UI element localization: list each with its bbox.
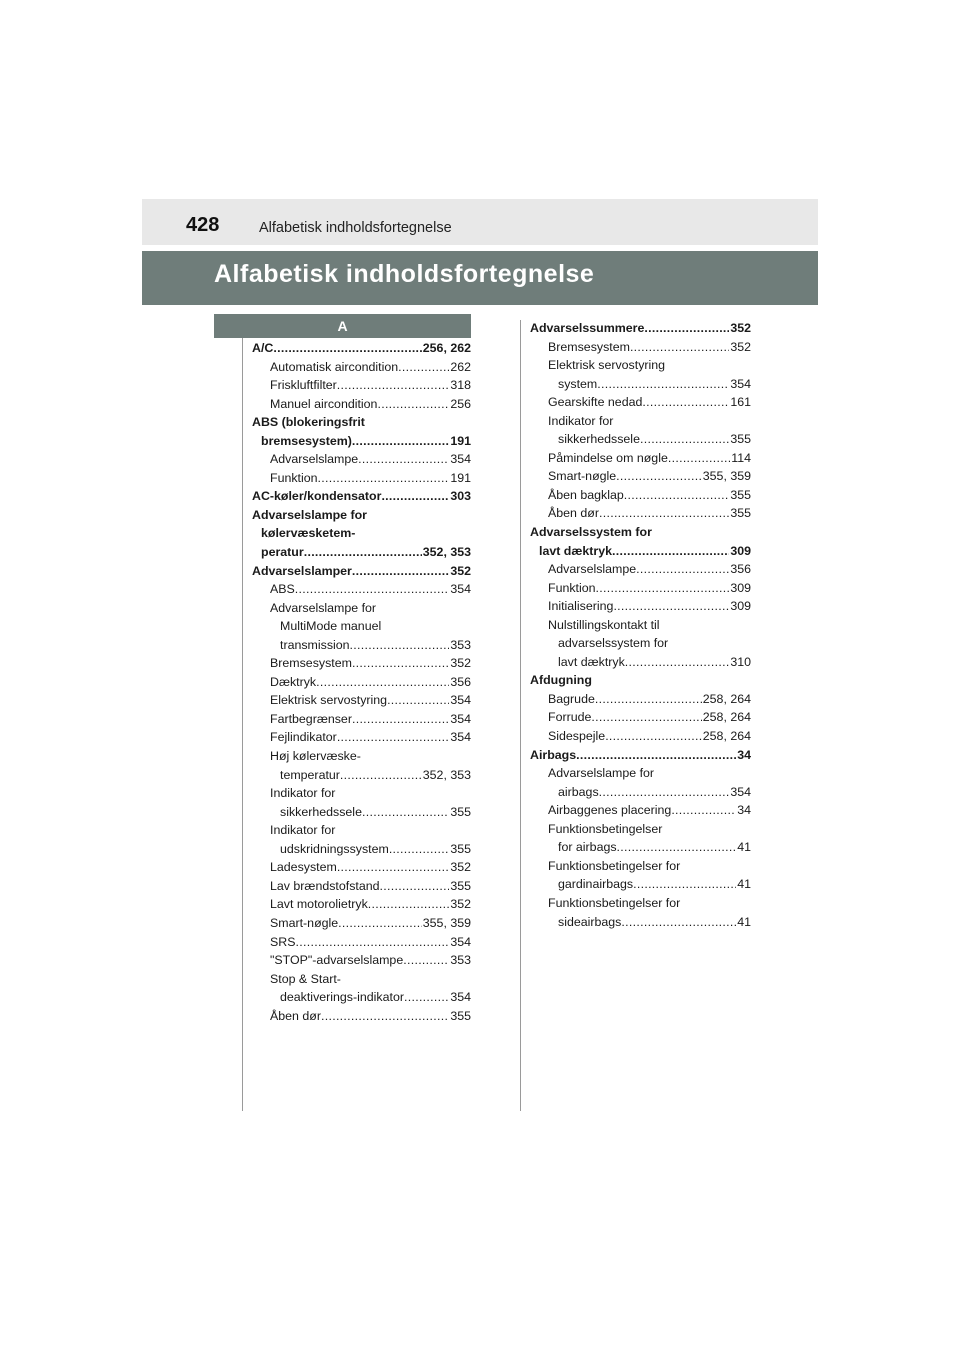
dot-leader (273, 339, 421, 358)
index-entry-pages: 356 (450, 674, 471, 689)
index-entry-text: SRS (270, 934, 296, 949)
index-entry-pages: 303 (450, 489, 471, 504)
index-entry-pages: 34 (737, 803, 751, 818)
index-entry-text: Airbaggenes placering (548, 803, 672, 818)
index-entry-pages: 354 (450, 730, 471, 745)
index-entry (252, 636, 471, 655)
index-entry-text: Initialisering (548, 599, 614, 614)
index-entry-pages: 354 (730, 376, 751, 391)
index-entry (530, 412, 751, 431)
index-entry-text: Fartbegrænser (270, 711, 352, 726)
dot-leader (398, 358, 449, 377)
dot-leader (403, 951, 449, 970)
index-entry (252, 766, 471, 785)
index-entry-text: Afdugning (530, 673, 592, 688)
index-entry-text: Advarselslampe for (252, 507, 368, 522)
index-entry-text: Advarselslampe (270, 452, 359, 467)
index-entry (530, 875, 751, 894)
middle-column-rule (520, 320, 521, 1111)
index-entry (252, 376, 471, 395)
index-column-left (252, 339, 471, 1025)
dot-leader (599, 504, 729, 523)
index-entry (530, 375, 751, 394)
index-entry (530, 894, 751, 913)
index-entry-pages: 318 (450, 378, 471, 393)
index-entry-pages: 256 (450, 396, 471, 411)
index-entry-pages: 258, 264 (702, 691, 751, 706)
index-entry-pages: 34 (737, 747, 751, 762)
index-entry (530, 913, 751, 932)
index-entry (530, 746, 751, 765)
index-entry-pages: 356 (730, 562, 751, 577)
index-entry-pages: 309 (730, 543, 751, 558)
index-entry-text: transmission (280, 637, 350, 652)
index-entry-text: for airbags (558, 840, 617, 855)
index-entry-pages: 41 (737, 840, 751, 855)
index-entry-text: system (558, 376, 598, 391)
index-entry-text: A/C (252, 341, 274, 355)
index-entry (252, 487, 471, 506)
index-entry-pages: 309 (730, 599, 751, 614)
dot-leader (671, 801, 736, 820)
index-entry (530, 430, 751, 449)
index-entry-text: Funktionsbetingelser for (548, 895, 681, 910)
dot-leader (295, 580, 450, 599)
index-entry-text: Høj kølervæske- (270, 749, 361, 764)
index-entry (252, 524, 471, 543)
dot-leader (318, 469, 450, 488)
index-entry-pages: 354 (450, 990, 471, 1005)
index-entry-pages: 352 (730, 321, 751, 335)
index-entry (252, 580, 471, 599)
dot-leader (624, 486, 730, 505)
index-entry-pages: 355 (450, 878, 471, 893)
index-entry-pages: 352, 353 (422, 767, 471, 782)
dot-leader (596, 579, 730, 598)
dot-leader (640, 430, 729, 449)
index-entry (530, 356, 751, 375)
index-entry-pages: 355, 359 (422, 915, 471, 930)
index-entry-text: Manuel aircondition (270, 396, 378, 411)
index-entry-text: Åben dør (548, 506, 599, 521)
index-entry (252, 654, 471, 673)
dot-leader (352, 432, 449, 451)
index-entry-text: Advarselssystem for (530, 525, 652, 540)
index-entry-text: Forrude (548, 710, 592, 725)
index-entry-text: advarselssystem for (558, 636, 669, 651)
index-entry (252, 784, 471, 803)
index-entry-text: bremsesystem) (261, 433, 352, 448)
index-entry-text: Advarselssummere (530, 321, 645, 335)
index-entry (530, 523, 751, 542)
index-entry (530, 671, 751, 690)
index-entry-text: Sidespejle (548, 729, 606, 744)
index-entry (252, 673, 471, 692)
index-entry-pages: 41 (737, 914, 751, 929)
index-entry (530, 801, 751, 820)
dot-leader (625, 653, 730, 672)
index-entry-pages: 258, 264 (702, 729, 751, 744)
index-entry-pages: 352, 353 (422, 545, 471, 560)
index-entry (530, 467, 751, 486)
index-entry-text: "STOP"-advarselslampe (270, 953, 404, 968)
index-entry-text: airbags (558, 784, 599, 799)
dot-leader (350, 636, 450, 655)
index-entry (252, 469, 471, 488)
index-entry (252, 339, 471, 358)
index-entry-text: Indikator for (270, 786, 336, 801)
index-entry (252, 432, 471, 451)
dot-leader (362, 803, 449, 822)
index-entry-pages: 262 (450, 359, 471, 374)
dot-leader (380, 877, 450, 896)
dot-leader (668, 449, 730, 468)
header-band (142, 199, 818, 245)
index-entry (530, 449, 751, 468)
index-entry (530, 579, 751, 598)
dot-leader (642, 393, 729, 412)
index-entry (252, 803, 471, 822)
dot-leader (352, 562, 449, 581)
index-entry-text: sikkerhedssele (280, 804, 362, 819)
index-entry-pages: 355 (450, 1008, 471, 1023)
index-entry-text: Advarselslampe (548, 562, 637, 577)
dot-leader (591, 708, 701, 727)
index-entry-text: Bagrude (548, 691, 595, 706)
dot-leader (316, 673, 449, 692)
index-entry (530, 319, 751, 338)
index-entry (252, 840, 471, 859)
index-entry (252, 691, 471, 710)
index-entry-text: MultiMode manuel (280, 619, 382, 634)
index-entry (530, 820, 751, 839)
index-entry-text: Lavt motorolietryk (270, 897, 368, 912)
section-letter: A (214, 314, 471, 338)
index-entry (252, 970, 471, 989)
index-entry-pages: 353 (450, 637, 471, 652)
dot-leader (621, 913, 736, 932)
index-entry (530, 393, 751, 412)
dot-leader (368, 895, 450, 914)
index-entry (252, 1007, 471, 1026)
index-entry-text: Automatisk aircondition (270, 359, 399, 374)
index-entry-pages: 191 (450, 470, 471, 485)
index-entry-text: Påmindelse om nøgle (548, 450, 668, 465)
dot-leader (599, 783, 730, 802)
index-entry (252, 933, 471, 952)
index-entry-pages: 354 (450, 452, 471, 467)
index-entry (252, 450, 471, 469)
dot-leader (576, 746, 736, 765)
index-entry (252, 988, 471, 1007)
index-entry-text: Funktion (548, 580, 596, 595)
index-entry (252, 413, 471, 432)
dot-leader (337, 728, 450, 747)
dot-leader (612, 542, 729, 561)
index-entry (530, 708, 751, 727)
index-entry-pages: 355 (450, 804, 471, 819)
running-head: Alfabetisk indholdsfortegnelse (259, 220, 452, 236)
index-entry-pages: 191 (450, 433, 471, 448)
index-entry (252, 543, 471, 562)
index-entry-text: Funktion (270, 470, 318, 485)
index-entry-text: Advarselslampe for (548, 766, 655, 781)
dot-leader (304, 543, 422, 562)
index-entry (530, 597, 751, 616)
dot-leader (352, 710, 449, 729)
index-entry-text: AC-køler/kondensator (252, 489, 382, 504)
dot-leader (387, 691, 449, 710)
index-entry-text: deaktiverings-indikator (280, 990, 404, 1005)
index-entry-text: Bremsesystem (548, 339, 630, 354)
index-entry-text: Friskluftfilter (270, 378, 337, 393)
index-entry (530, 560, 751, 579)
dot-leader (597, 375, 729, 394)
dot-leader (595, 690, 702, 709)
index-entry (530, 653, 751, 672)
index-entry (252, 710, 471, 729)
index-entry-pages: 309 (730, 580, 751, 595)
dot-leader (644, 319, 729, 338)
index-entry-text: Smart-nøgle (548, 469, 617, 484)
dot-leader (630, 338, 729, 357)
dot-leader (616, 467, 702, 486)
index-entry-text: ABS (270, 582, 295, 597)
index-entry (252, 747, 471, 766)
index-entry-text: sikkerhedssele (558, 432, 640, 447)
index-entry (252, 562, 471, 581)
index-entry-text: Bremsesystem (270, 656, 352, 671)
dot-leader (381, 487, 449, 506)
dot-leader (340, 766, 422, 785)
index-entry-text: peratur (261, 545, 304, 560)
index-entry-text: Airbags (530, 747, 577, 762)
index-entry-pages: 353 (450, 953, 471, 968)
left-column-rule (242, 338, 243, 1111)
index-entry-text: Elektrisk servostyring (270, 693, 388, 708)
index-entry-pages: 256, 262 (422, 341, 471, 355)
index-entry-text: Funktionsbetingelser for (548, 858, 681, 873)
index-entry (530, 727, 751, 746)
index-entry (530, 504, 751, 523)
index-entry (530, 486, 751, 505)
dot-leader (613, 597, 729, 616)
index-column-right (530, 319, 751, 931)
index-entry (252, 395, 471, 414)
index-entry-pages: 352 (450, 860, 471, 875)
index-entry (530, 616, 751, 635)
index-entry-text: Funktionsbetingelser (548, 821, 663, 836)
page-number: 428 (186, 214, 220, 236)
dot-leader (337, 858, 450, 877)
index-entry (530, 857, 751, 876)
index-entry-pages: 310 (730, 654, 751, 669)
index-entry-text: gardinairbags (558, 877, 634, 892)
index-entry (252, 358, 471, 377)
dot-leader (605, 727, 702, 746)
index-entry-text: lavt dæktryk (558, 654, 625, 669)
index-entry-pages: 352 (450, 656, 471, 671)
index-entry-pages: 114 (731, 450, 751, 465)
index-entry-text: ABS (blokeringsfrit (252, 415, 365, 430)
index-entry-text: sideairbags (558, 914, 622, 929)
index-entry-pages: 354 (450, 711, 471, 726)
index-entry-pages: 355 (730, 487, 751, 502)
index-entry-pages: 161 (730, 395, 751, 410)
index-entry (252, 895, 471, 914)
index-entry (252, 506, 471, 525)
index-entry-pages: 352 (730, 339, 751, 354)
index-entry-text: Stop & Start- (270, 971, 341, 986)
page-title: Alfabetisk indholdsfortegnelse (214, 260, 595, 288)
index-entry-pages: 41 (737, 877, 751, 892)
dot-leader (358, 450, 449, 469)
dot-leader (338, 914, 422, 933)
index-entry (530, 783, 751, 802)
index-entry-pages: 352 (450, 563, 471, 578)
index-entry-text: Indikator for (270, 823, 336, 838)
index-entry-text: Advarselslamper (252, 563, 352, 578)
index-entry-pages: 354 (730, 784, 751, 799)
index-entry-pages: 355, 359 (702, 469, 751, 484)
dot-leader (352, 654, 449, 673)
index-entry (252, 877, 471, 896)
index-entry (530, 634, 751, 653)
index-entry (252, 951, 471, 970)
index-entry (252, 728, 471, 747)
dot-leader (404, 988, 449, 1007)
index-entry-pages: 354 (450, 693, 471, 708)
index-entry-text: Åben dør (270, 1008, 321, 1023)
index-entry-text: Gearskifte nedad (548, 395, 643, 410)
dot-leader (389, 840, 450, 859)
index-entry-text: Indikator for (548, 413, 614, 428)
index-entry (252, 858, 471, 877)
index-entry-text: Advarselslampe for (270, 600, 377, 615)
index-entry (530, 542, 751, 561)
index-entry-text: Lav brændstofstand (270, 878, 380, 893)
index-entry-text: udskridningssystem (280, 841, 389, 856)
index-entry (530, 338, 751, 357)
index-entry-pages: 355 (450, 841, 471, 856)
index-entry-text: lavt dæktryk (539, 543, 613, 558)
index-entry-pages: 355 (730, 506, 751, 521)
index-entry-pages: 352 (450, 897, 471, 912)
index-entry (252, 821, 471, 840)
index-entry-text: Elektrisk servostyring (548, 358, 666, 373)
index-entry-text: temperatur (280, 767, 340, 782)
index-entry-text: Åben bagklap (548, 487, 624, 502)
dot-leader (377, 395, 449, 414)
dot-leader (337, 376, 450, 395)
index-entry-text: kølervæsketem- (261, 526, 356, 541)
dot-leader (633, 875, 736, 894)
dot-leader (295, 933, 449, 952)
index-entry-pages: 354 (450, 582, 471, 597)
index-entry (252, 599, 471, 618)
index-entry-pages: 258, 264 (702, 710, 751, 725)
index-entry-text: Ladesystem (270, 860, 337, 875)
index-entry-text: Dæktryk (270, 674, 317, 689)
dot-leader (636, 560, 729, 579)
dot-leader (617, 838, 737, 857)
index-entry-text: Smart-nøgle (270, 915, 339, 930)
index-entry (530, 764, 751, 783)
index-entry-pages: 355 (730, 432, 751, 447)
index-entry (530, 838, 751, 857)
index-entry (252, 617, 471, 636)
index-entry-text: Fejlindikator (270, 730, 337, 745)
index-entry-pages: 354 (450, 934, 471, 949)
index-entry (252, 914, 471, 933)
index-entry-text: Nulstillingskontakt til (548, 617, 660, 632)
index-entry (530, 690, 751, 709)
dot-leader (321, 1007, 449, 1026)
